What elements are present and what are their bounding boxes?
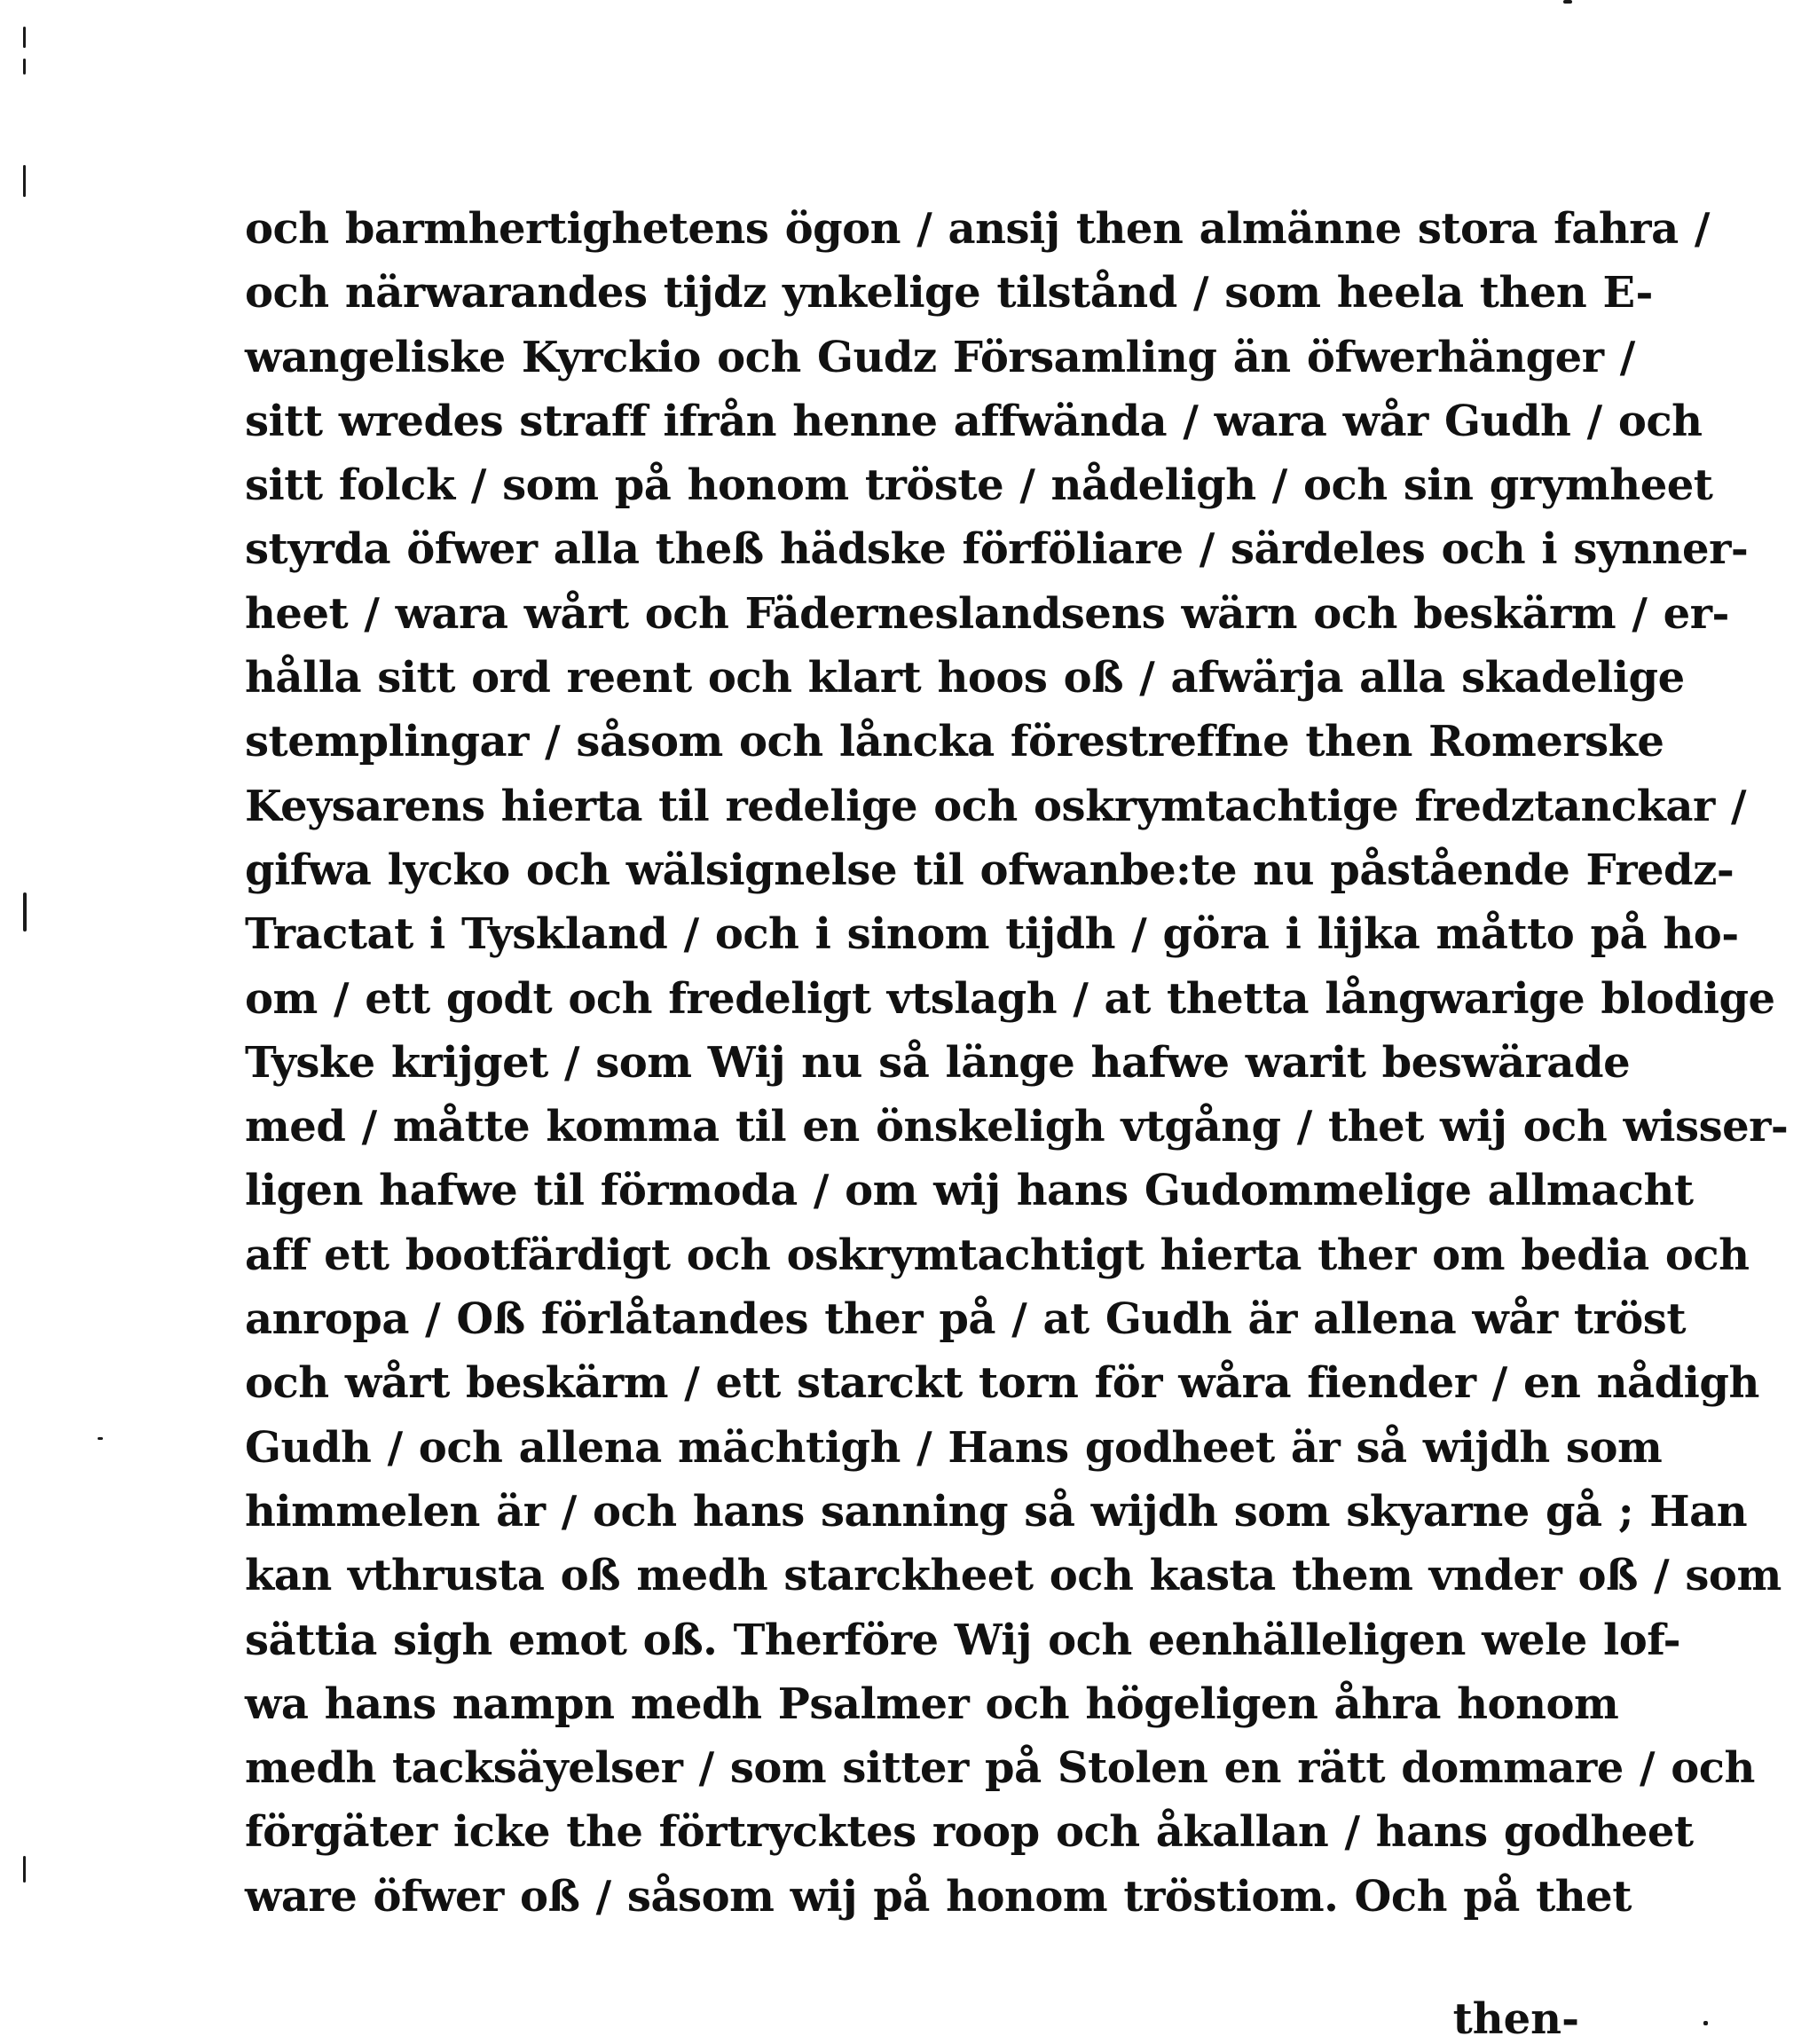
text-line: wa hans nampn medh Psalmer och högeligen åhra honom	[245, 1678, 1619, 1729]
scan-edge-mark	[1563, 0, 1572, 4]
text-line: och barmhertighetens ögon / ansij then almänne stora fahra /	[245, 204, 1710, 254]
text-line: Keysarens hierta til redelige och oskrymtachtige fredztanckar /	[245, 781, 1747, 831]
body-text	[245, 197, 1789, 1929]
text-line: kan vthrusta oß medh starckheet och kasta them vnder oß / som	[245, 1551, 1782, 1601]
text-line: medh tacksäyelser / som sitter på Stolen en rätt dommare / och	[245, 1743, 1755, 1794]
scan-edge-mark	[98, 1437, 103, 1440]
text-line: ligen hafwe til förmoda / om wij hans Gudommelige allmacht	[245, 1166, 1694, 1216]
scan-edge-mark	[23, 165, 26, 197]
text-line: sitt folck / som på honom tröste / nådeligh / och sin grymheet	[245, 460, 1713, 511]
scan-edge-mark	[23, 1856, 26, 1883]
text-line: gifwa lycko och wälsignelse til ofwanbe:te nu påstående Fredz-	[245, 845, 1734, 895]
text-line: wangeliske Kyrckio och Gudz Församling än öfwerhänger /	[245, 332, 1635, 382]
text-line: Tractat i Tyskland / och i sinom tijdh / göra i lijka måtto på ho-	[245, 909, 1739, 960]
text-line: sättia sigh emot oß. Therföre Wij och eenhälleligen wele lof-	[245, 1615, 1681, 1665]
text-line: förgäter icke the förtrycktes roop och åkallan / hans godheet	[245, 1807, 1694, 1858]
text-line: och närwarandes tijdz ynkelige tilstånd / som heela then E-	[245, 268, 1653, 318]
text-line: aff ett bootfärdigt och oskrymtachtigt hierta ther om bedia och	[245, 1230, 1750, 1280]
text-line: sitt wredes straff ifrån henne affwända / wara wår Gudh / och	[245, 396, 1703, 446]
text-line: med / måtte komma til en önskeligh vtgång / thet wij och wisser-	[245, 1102, 1789, 1152]
text-line: anropa / Oß förlåtandes ther på / at Gudh är allena wår tröst	[245, 1294, 1686, 1345]
text-line: Gudh / och allena mächtigh / Hans godheet är så wijdh som	[245, 1422, 1663, 1473]
text-line: himmelen är / och hans sanning så wijdh som skyarne gå ; Han	[245, 1486, 1748, 1537]
scan-edge-mark	[23, 892, 27, 932]
scan-edge-mark	[1703, 2021, 1708, 2025]
text-line: Tyske krijget / som Wij nu så länge hafwe warit beswärade	[245, 1037, 1631, 1088]
text-line: styrda öfwer alla theß hädske förföliare / särdeles och i synner-	[245, 524, 1749, 575]
text-line: ware öfwer oß / såsom wij på honom tröstiom. Och på thet	[245, 1871, 1632, 1922]
text-line: hålla sitt ord reent och klart hoos oß / afwärja alla skadelige	[245, 653, 1685, 704]
scan-edge-mark	[23, 27, 26, 48]
text-line: och wårt beskärm / ett starckt torn för wåra fiender / en nådigh	[245, 1358, 1759, 1409]
catchword: then-	[1452, 1994, 1579, 2044]
text-line: stemplingar / såsom och låncka förestreffne then Romerske	[245, 717, 1664, 767]
text-line: heet / wara wårt och Fäderneslandsens wärn och beskärm / er-	[245, 588, 1729, 639]
scan-edge-mark	[23, 59, 26, 75]
text-line: om / ett godt och fredeligt vtslagh / at thetta långwarige blodige	[245, 973, 1775, 1024]
